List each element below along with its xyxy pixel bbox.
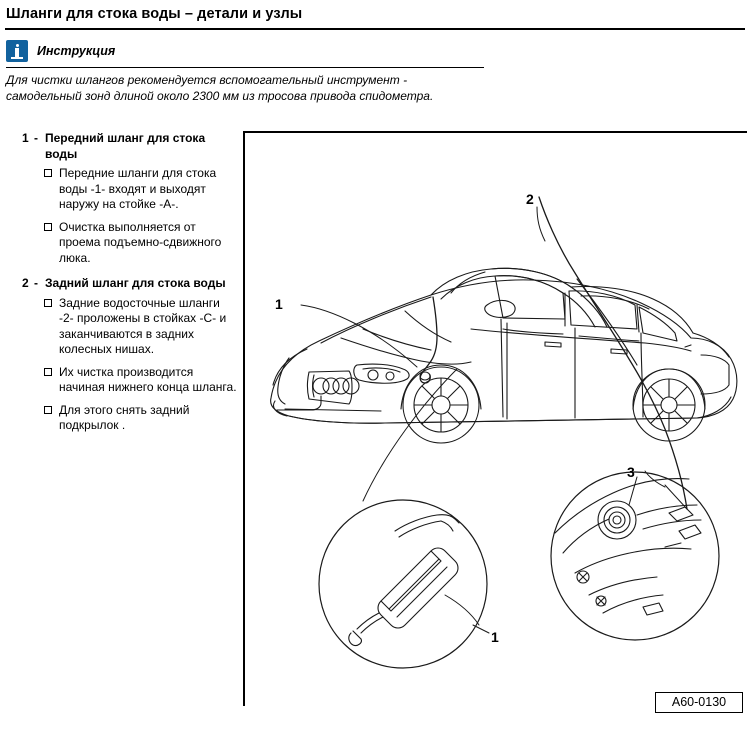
square-bullet-icon [44, 220, 59, 267]
page-title: Шланги для стока воды – детали и узлы [6, 6, 303, 22]
square-bullet-icon [44, 296, 59, 358]
instruction-note-title: Инструкция [37, 44, 116, 58]
callout-label-1-detail: 1 [491, 629, 499, 645]
figure-panel [243, 131, 747, 706]
list-item-text: Для этого снять задний подкрылок . [59, 402, 190, 432]
legend-item-title: Передний шланг для стока воды [45, 131, 206, 161]
legend-item-dash: - [34, 131, 38, 145]
legend-item-title: Задний шланг для стока воды [45, 276, 226, 290]
list-item-text: Их чистка производится начиная нижнего конца шланга. [59, 364, 237, 394]
callout-label-2: 2 [526, 191, 534, 207]
legend-item-bullets [22, 296, 237, 434]
parts-legend [22, 131, 237, 444]
instruction-note [6, 38, 486, 104]
legend-item [22, 276, 237, 434]
square-bullet-icon [44, 166, 59, 213]
figure-code: A60-0130 [655, 692, 743, 713]
list-item-text: Очистка выполняется от проема подъемно-сдвижного люка. [59, 219, 222, 265]
instruction-note-divider [6, 67, 484, 68]
square-bullet-icon [44, 365, 59, 396]
legend-item-heading [22, 131, 237, 162]
legend-item [22, 131, 237, 266]
list-item [22, 365, 237, 396]
instruction-note-body: Для чистки шлангов рекомендуется вспомогательный инструмент - самодельный зонд длиной около 2300 мм из тросовa привода спидометра. [6, 73, 434, 103]
title-divider [5, 28, 745, 30]
list-item [22, 166, 237, 213]
info-icon [6, 40, 28, 62]
callout-label-3: 3 [627, 464, 635, 480]
list-item [22, 220, 237, 267]
legend-item-number: 1 [22, 131, 29, 145]
callout-label-1: 1 [275, 296, 283, 312]
list-item [22, 296, 237, 358]
instruction-note-header [6, 38, 486, 64]
list-item-text: Передние шланги для стока воды -1- входят и выходят наружу на стойке -А-. [59, 166, 217, 211]
list-item [22, 403, 237, 434]
legend-item-number: 2 [22, 276, 29, 290]
legend-item-heading [22, 276, 237, 292]
legend-item-dash: - [34, 276, 38, 290]
square-bullet-icon [44, 403, 59, 434]
list-item-text: Задние водосточные шланги -2- проложены в стойках -С- и заканчиваются в задних колесных нишах. [59, 295, 227, 356]
legend-item-bullets [22, 166, 237, 266]
car-diagram [245, 133, 749, 708]
